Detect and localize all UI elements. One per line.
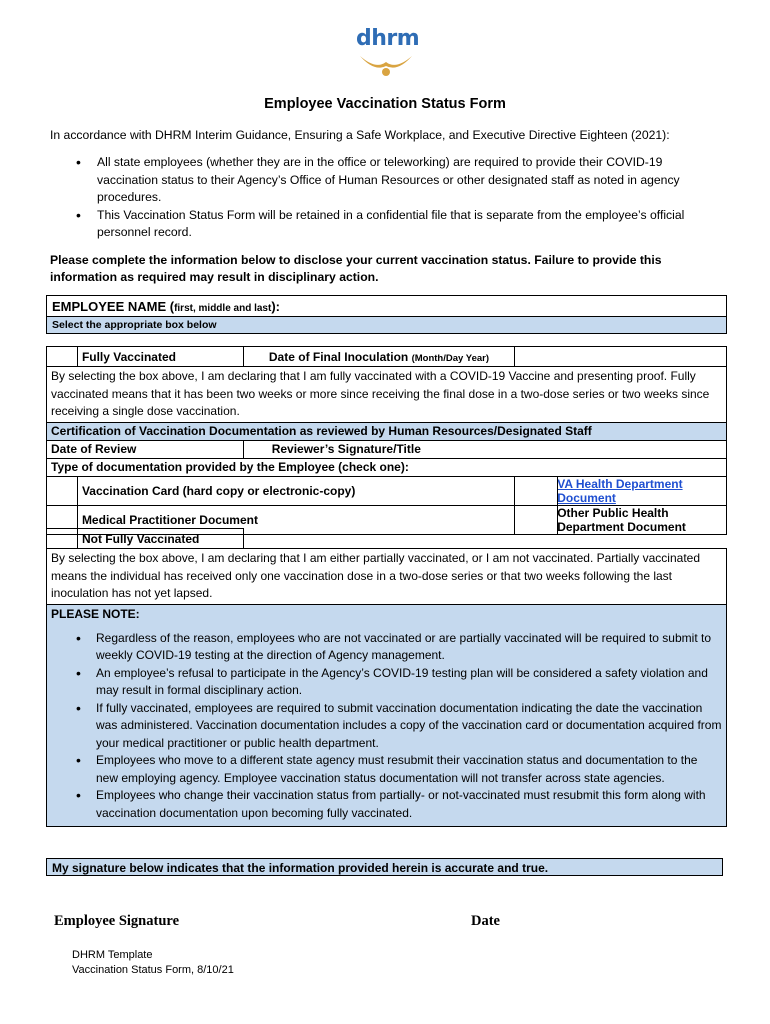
va-health-link[interactable]: VA Health Department Document (557, 476, 683, 505)
please-note-section (47, 604, 727, 827)
intro-bullet: • This Vaccination Status Form will be retained in a confidential file that is separate from the employee’s official personnel record. (78, 207, 726, 242)
doc-option-label: Vaccination Card (hard copy or electronic-copy) (81, 483, 356, 498)
doc-option-vaccination-card (77, 476, 514, 505)
employee-name-label: EMPLOYEE NAME ( (52, 299, 175, 314)
final-inoculation-text: Date of Final Inoculation (268, 349, 409, 364)
logo-figure-icon (358, 52, 414, 78)
dhrm-logo (350, 26, 420, 78)
empty-cell (243, 529, 726, 549)
note-item: • An employee’s refusal to participate in the Agency’s COVID-19 testing plan will be considered a safety violation and may result in formal disciplinary action. (77, 665, 722, 700)
note-item: • Employees who move to a different state agency must resubmit their vaccination status and documentation to the new employing agency. Employee vaccination status documentation will not transfer across state agencies. (77, 752, 722, 787)
fully-vaccinated-declaration: By selecting the box above, I am declaring that I am fully vaccinated with a COVID-19 Vaccine and presenting proof. Fully vaccinated means that it has been two weeks or more since receiving the final dose in a two-dose series or two weeks since receiving a single dose vaccination. (47, 367, 727, 423)
footer (72, 948, 234, 978)
footer-line: Vaccination Status Form, 8/10/21 (72, 964, 234, 976)
date-of-review-label: Date of Review (47, 440, 244, 458)
final-inoculation-date-field[interactable] (515, 347, 727, 367)
certification-heading: Certification of Vaccination Documentation as reviewed by Human Resources/Designated Staff (47, 422, 727, 440)
note-item: • If fully vaccinated, employees are required to submit vaccination documentation indicating the date the vaccination was administered. Vaccination documentation includes a copy of the vaccination card or documentation acquired from your medical practitioner or public health department. (77, 700, 722, 753)
footer-line: DHRM Template (72, 949, 153, 961)
fully-vaccinated-table (46, 346, 727, 535)
warning-text: Please complete the information below to disclose your current vaccination status. Failure to provide this information as required may result in disciplinary action. (50, 253, 662, 284)
intro-bullet: • All state employees (whether they are in the office or teleworking) are required to provide their COVID-19 vaccination status to their Agency’s Office of Human Resources or other designated staff as noted in agency procedures. (78, 154, 726, 207)
not-fully-vaccinated-label: Not Fully Vaccinated (77, 529, 243, 549)
not-fully-vaccinated-declaration: By selecting the box above, I am declaring that I am either partially vaccinated, or I am not vaccinated. Partially vaccinated means the individual has received only one vaccination dose in a two-dose series or that two weeks following the last inoculation has not yet lapsed. (47, 549, 727, 605)
doc-option-checkbox[interactable] (47, 476, 78, 505)
logo-text: dhrm (356, 26, 420, 51)
fully-vaccinated-label: Fully Vaccinated (77, 347, 243, 367)
employee-signature-label: Employee Signature (54, 913, 179, 929)
doc-option-checkbox[interactable] (515, 477, 558, 505)
reviewer-signature-label: Reviewer’s Signature/Title (243, 440, 726, 458)
final-inoculation-hint: (Month/Day Year) (411, 352, 490, 364)
select-box-instruction: Select the appropriate box below (47, 317, 726, 333)
not-fully-vaccinated-checkbox[interactable] (47, 529, 78, 549)
signature-statement: My signature below indicates that the information provided herein is accurate and true. (46, 858, 723, 876)
employee-name-suffix: ): (271, 299, 280, 314)
date-label: Date (471, 913, 500, 929)
employee-name-field[interactable] (47, 296, 726, 317)
intro-bullet-list (78, 154, 726, 242)
employee-name-box (46, 295, 727, 334)
fully-vaccinated-checkbox[interactable] (47, 347, 78, 367)
note-item: • Employees who change their vaccination status from partially- or not-vaccinated must resubmit this form along with vaccination documentation upon becoming fully vaccinated. (77, 787, 722, 822)
note-item: • Regardless of the reason, employees who are not vaccinated or are partially vaccinated will be required to submit to weekly COVID-19 testing at the direction of Agency management. (77, 630, 722, 665)
intro-text: In accordance with DHRM Interim Guidance, Ensuring a Safe Workplace, and Executive Directive Eighteen (2021): (50, 128, 670, 142)
doc-option-label: Medical Practitioner Document (81, 512, 258, 527)
doc-option-va-health (515, 476, 727, 505)
doc-option-label: Other Public Health Department Document (557, 505, 686, 534)
final-inoculation-label (243, 347, 515, 367)
documentation-type-label: Type of documentation provided by the Employee (check one): (47, 458, 727, 476)
please-note-list (51, 630, 722, 823)
please-note-heading: PLEASE NOTE: (51, 606, 140, 621)
not-fully-vaccinated-table (46, 528, 727, 827)
employee-name-hint: first, middle and last (174, 303, 272, 314)
form-title: Employee Vaccination Status Form (264, 96, 506, 112)
